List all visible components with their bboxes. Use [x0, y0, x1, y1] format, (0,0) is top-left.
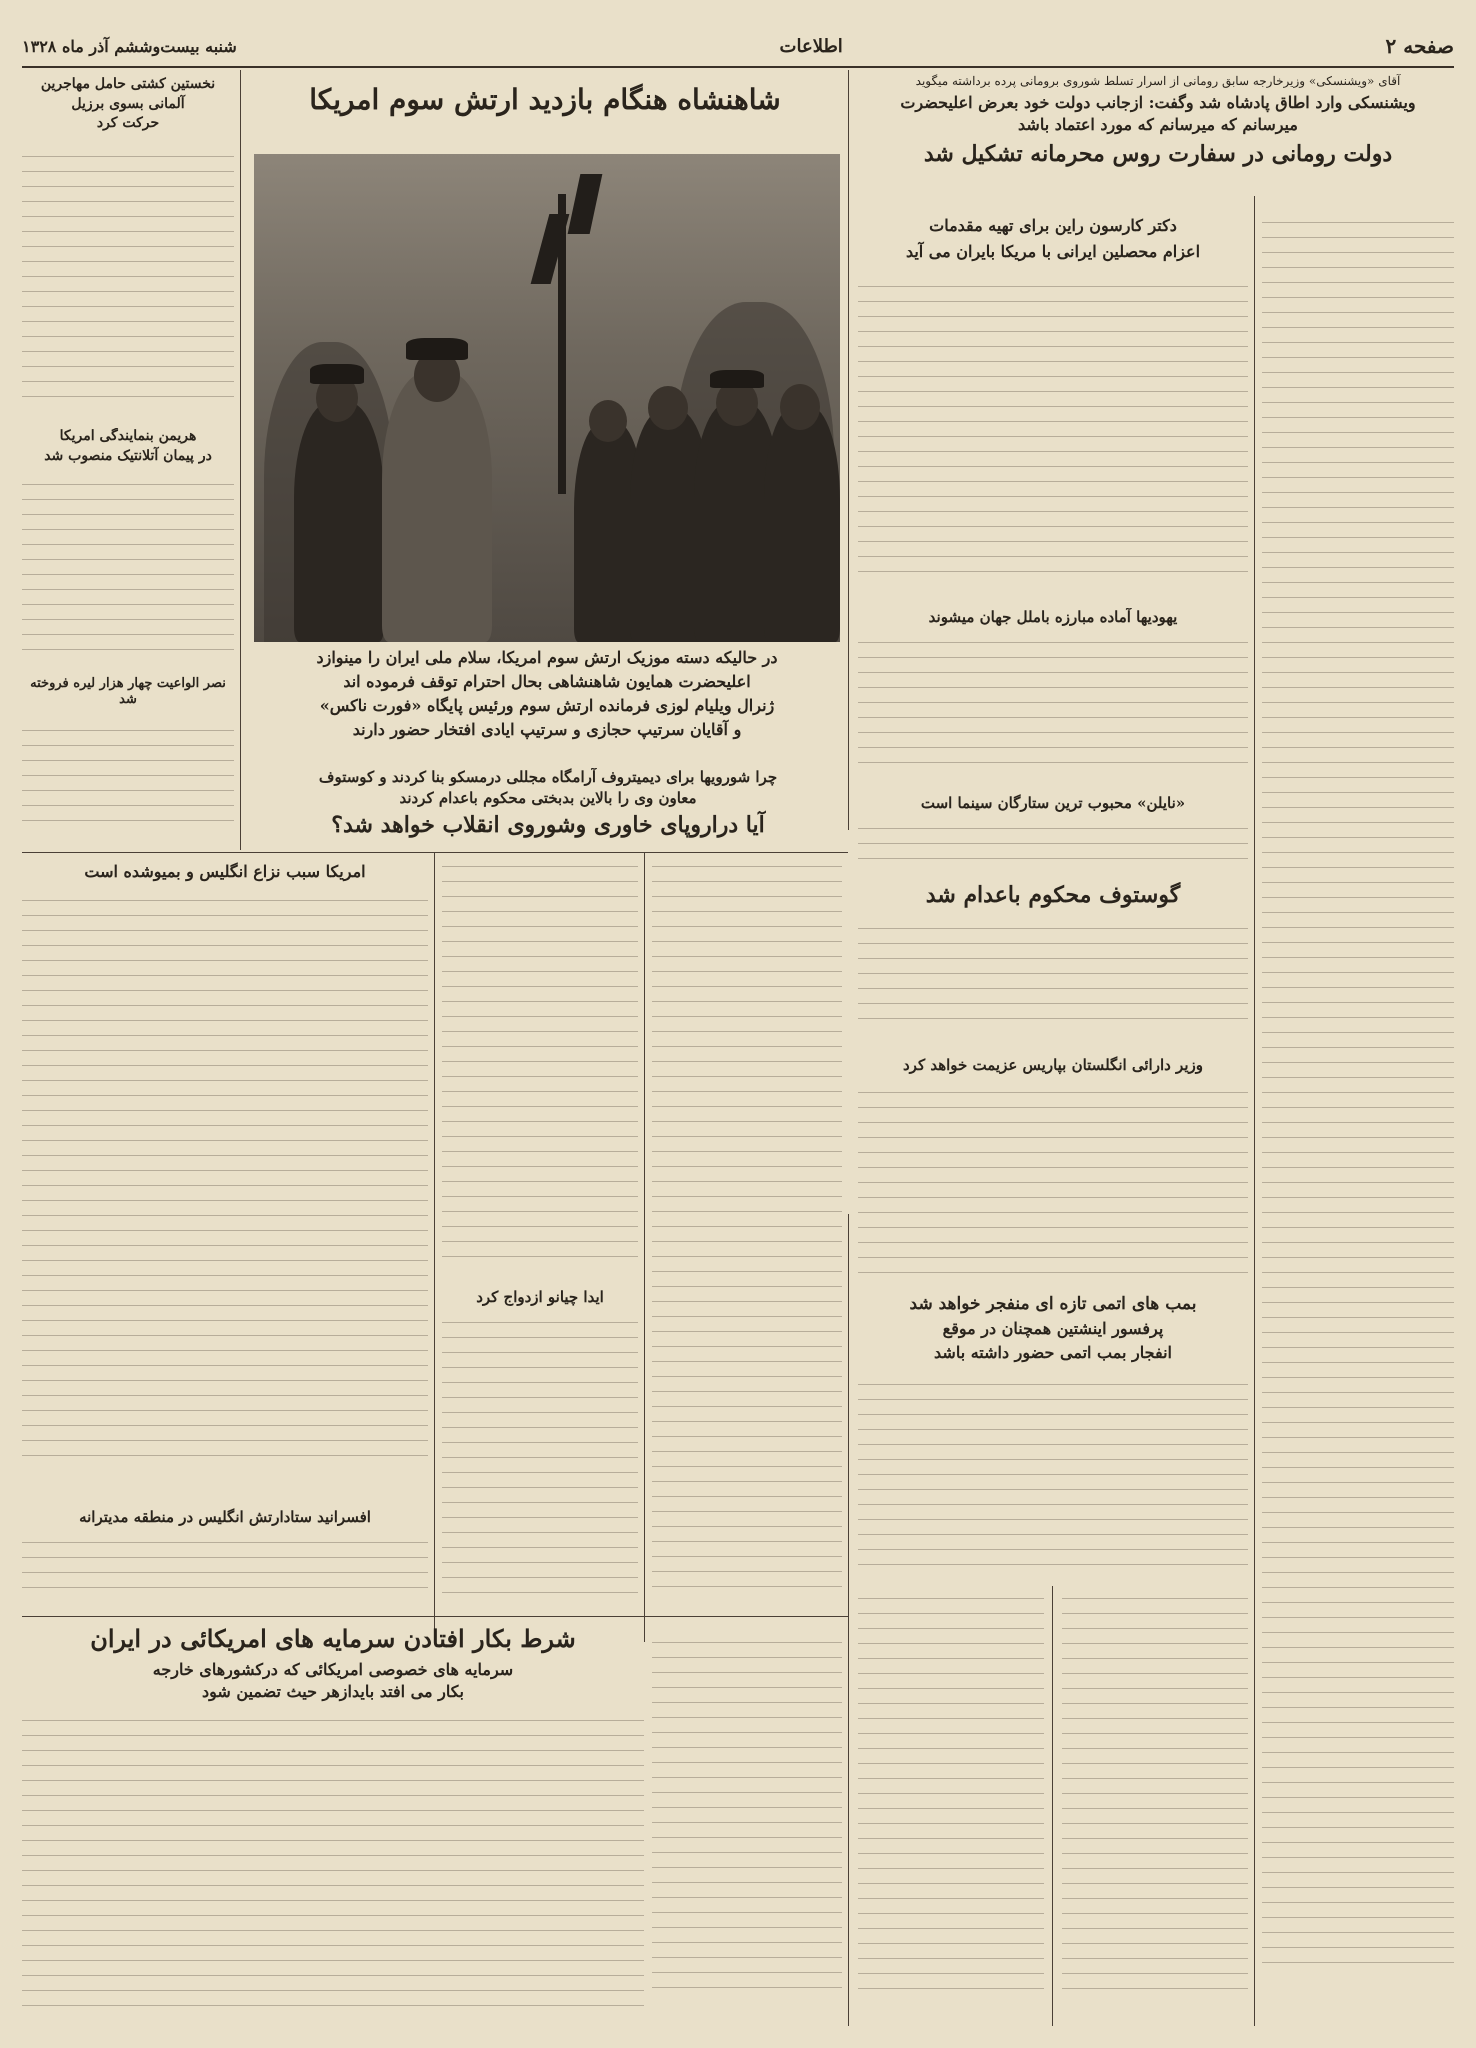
- investment-headline-3: بکار می افتد بایدازهر حیث تضمین شود: [202, 1682, 464, 1701]
- bomb-body: [858, 1380, 1248, 1580]
- column-rule: [240, 70, 241, 850]
- chiang-body: [442, 1318, 638, 1610]
- nylons-headline: «نایلن» محبوب ترین ستارگان سینما است: [920, 794, 1186, 812]
- bomb-headline-block: [858, 1294, 1248, 1372]
- shah-caption-block: [254, 648, 840, 752]
- bomb-headline-3: انفجار بمب اتمی حضور داشته باشد: [934, 1343, 1172, 1363]
- emigrants-headline-block: [22, 76, 234, 148]
- jews-headline: یهودیها آماده مبارزه باملل جهان میشوند: [928, 608, 1178, 626]
- nylons-body: [858, 824, 1248, 878]
- masthead-bar: [22, 26, 1454, 68]
- page-number: صفحه ۲: [1385, 34, 1454, 58]
- soviet-body-col-1: [652, 862, 842, 1630]
- bomb-headline-1: بمب های اتمی تازه ای منفجر خواهد شد: [909, 1294, 1197, 1314]
- soviet-headline-block: [250, 768, 846, 850]
- emigrants-headline-1: نخستین کشتی حامل مهاجرین: [40, 76, 216, 92]
- column-rule: [848, 70, 849, 830]
- column-rule: [848, 1214, 849, 2026]
- carlson-headline-1: دکتر کارسون راین برای تهیه مقدمات: [929, 216, 1177, 235]
- jews-body: [858, 638, 1248, 786]
- shah-headline-block: [250, 82, 840, 122]
- soviet-headline-2: معاون وی را بالاین بدبختی محکوم باعدام کردند: [399, 788, 697, 807]
- atlantic-body: [22, 480, 234, 670]
- column-rule: [1254, 196, 1255, 2026]
- shah-caption-4: و آقایان سرتیپ حجازی و سرتیپ ایادی افتخار حضور دارند: [352, 720, 742, 739]
- mideast-headline-block: [22, 862, 428, 890]
- romanian-body-continued: [858, 1594, 1044, 2014]
- mideast-body: [22, 896, 428, 1496]
- atlantic-headline-1: هریمن بنمایندگی امریکا: [59, 428, 197, 444]
- investment-headline-block: [22, 1624, 644, 1708]
- pearls-body: [22, 726, 234, 846]
- carlson-headline-2: اعزام محصلین ایرانی با مریکا بایران می آید: [905, 242, 1201, 261]
- column-rule: [434, 852, 435, 1642]
- kostov-body: [858, 924, 1248, 1048]
- britain-fin-body: [858, 1088, 1248, 1288]
- jews-headline-block: [858, 608, 1248, 632]
- column-rule: [644, 852, 645, 1642]
- romanian-headline: دولت رومانی در سفارت روس محرمانه تشکیل شد: [923, 141, 1393, 167]
- emigrants-headline-2: آلمانی بسوی برزیل: [71, 95, 185, 112]
- atlantic-headline-2: در پیمان آتلانتیک منصوب شد: [44, 447, 212, 464]
- investment-body: [22, 1716, 644, 2016]
- shah-caption-3: ژنرال ویلیام لوزی فرمانده ارتش سوم ورئیس پایگاه «فورت ناکس»: [319, 696, 775, 715]
- soviet-headline-1: چرا شورویها برای دیمیتروف آرامگاه مجللی درمسکو بنا کردند و کوستوف: [318, 768, 778, 786]
- paper-name: اطلاعات: [779, 35, 843, 57]
- romanian-body: [1262, 218, 1454, 2018]
- romanian-headline-block: [862, 74, 1454, 202]
- influence-headline: افسرانید ستادارتش انگلیس در منطقه مدیترانه: [79, 1508, 371, 1526]
- influence-body: [22, 1538, 428, 1612]
- bomb-body-continued: [1062, 1594, 1248, 2014]
- bomb-headline-2: پرفسور اینشتین همچنان در موقع: [942, 1319, 1164, 1339]
- soviet-body-continued: [652, 1638, 842, 2018]
- shah-photo: [254, 154, 840, 642]
- carlson-body: [858, 282, 1248, 592]
- carlson-headline-block: [858, 216, 1248, 276]
- soviet-headline-3: آیا دراروپای خاوری وشوروی انقلاب خواهد شد؟: [331, 811, 765, 838]
- kostov-headline-block: [858, 882, 1248, 918]
- newspaper-page: [22, 26, 1454, 2026]
- investment-headline-1: شرط بکار افتادن سرمایه های امریکائی در ایران: [90, 1624, 576, 1653]
- nylons-headline-block: [858, 794, 1248, 818]
- romanian-intro: آقای «ویشنسکی» وزیرخارجه سابق رومانی از اسرار تسلط شوروی برومانی پرده برداشته میگوید: [915, 74, 1401, 88]
- emigrants-body: [22, 152, 234, 422]
- chiang-headline: ایدا چیانو ازدواج کرد: [476, 1288, 604, 1306]
- romanian-subhead-1: ویشنسکی وارد اطاق پادشاه شد وگفت: ازجانب دولت خود بعرض اعلیحضرت: [900, 93, 1416, 112]
- investment-headline-2: سرمایه های خصوصی امریکائی که درکشورهای خارجه: [152, 1660, 514, 1679]
- section-rule: [22, 852, 848, 853]
- text-lines: [1262, 222, 1454, 1963]
- column-rule: [1052, 1586, 1053, 2026]
- pearls-headline-block: [22, 676, 234, 720]
- romanian-subhead-2: میرسانم که میرسانم که مورد اعتماد باشد: [1018, 115, 1298, 134]
- shah-caption-1: در حالیکه دسته موزیک ارتش سوم امریکا، سلام ملی ایران را مینوازد: [316, 648, 778, 667]
- atlantic-headline-block: [22, 428, 234, 476]
- pearls-headline: نصر الواعیت چهار هزار لیره فروخته شد: [30, 676, 226, 708]
- shah-caption-2: اعلیحضرت همایون شاهنشاهی بحال احترام توقف فرموده اند: [343, 672, 751, 691]
- kostov-headline: گوستوف محکوم باعدام شد: [925, 882, 1181, 908]
- britain-fin-headline: وزیر دارائی انگلستان بپاریس عزیمت خواهد کرد: [903, 1056, 1203, 1074]
- soviet-body-col-2: [442, 862, 638, 1282]
- shah-headline: شاهنشاه هنگام بازدید ارتش سوم امریکا: [309, 83, 781, 116]
- chiang-headline-block: [442, 1288, 638, 1312]
- issue-date: شنبه بیست‌وششم آذر ماه ۱۳۲۸: [22, 36, 237, 56]
- britain-fin-headline-block: [858, 1056, 1248, 1082]
- emigrants-headline-3: حرکت کرد: [96, 115, 160, 131]
- mideast-headline: امریکا سبب نزاع انگلیس و بمیوشده است: [84, 862, 366, 881]
- influence-headline-block: [22, 1508, 428, 1534]
